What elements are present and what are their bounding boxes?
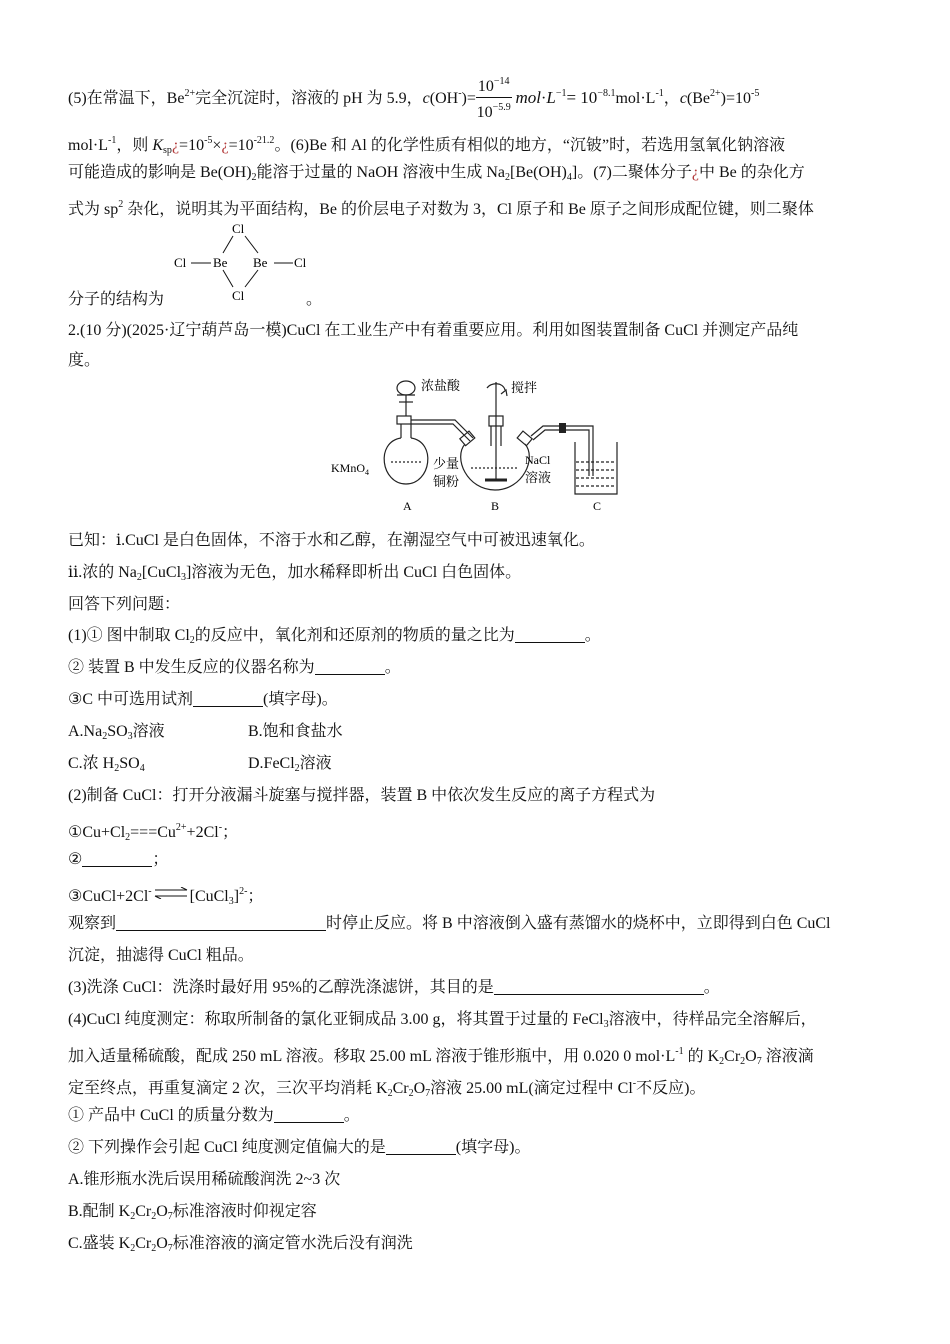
tube-a-b: [433, 420, 473, 438]
bond: [245, 270, 258, 287]
text: ]: [233, 888, 240, 905]
text: 。: [306, 291, 323, 308]
text: mol·L: [615, 90, 656, 108]
text: ⅱ.浓的 Na: [68, 564, 137, 581]
text: (4)CuCl 纯度测定：称取所制备的氯化亚铜成品 3.00 g，将其置于过量的 FeCl: [68, 1011, 604, 1028]
text: ③CuCl+2Cl: [68, 888, 149, 905]
text: O: [156, 1203, 168, 1220]
kmno4-sub: 4: [365, 468, 370, 477]
answer-blank[interactable]: [315, 658, 385, 675]
answer-blank[interactable]: [193, 690, 263, 707]
text: ②: [68, 851, 83, 868]
p2-observe-cont: 沉淀，抽滤得 CuCl 粗品。: [68, 947, 254, 964]
text: 溶液中，待样品完全溶解后，: [608, 1011, 817, 1028]
p4-line1: [68, 1009, 884, 1036]
known-ii: [68, 562, 884, 589]
label-nacl1: NaCl: [525, 453, 551, 467]
sub: 2: [740, 1056, 746, 1067]
label-a: A: [403, 499, 412, 513]
equilibrium-arrow-icon: [154, 887, 188, 899]
sub: 2: [408, 1088, 414, 1099]
text: (3)洗涤 CuCl：洗涤时最好用 95%的乙醇洗涤滤饼，其目的是: [68, 979, 494, 996]
sub: 3: [181, 572, 187, 583]
sup: 2: [118, 199, 124, 210]
sup: -: [218, 822, 223, 833]
apparatus-diagram: [325, 376, 625, 516]
bond: [223, 270, 233, 287]
text: [CuCl: [189, 888, 229, 905]
text: O: [156, 1235, 168, 1252]
text: ② 下列操作会引起 CuCl 纯度测定值偏大的是: [68, 1139, 386, 1156]
sub: 2: [251, 172, 257, 183]
cl-right: Cl: [294, 255, 307, 270]
num-sup: −14: [493, 76, 510, 87]
apparatus-a: [384, 381, 433, 484]
sup: -5: [751, 88, 760, 100]
p4-line2: [68, 1041, 884, 1073]
structure-caption: [68, 289, 884, 311]
cl-left: Cl: [174, 255, 187, 270]
q2-line2: 度。: [68, 352, 101, 369]
be-right: Be: [253, 255, 268, 270]
text: ② 装置 B 中发生反应的仪器名称为: [68, 659, 315, 676]
answer-blank[interactable]: [386, 1138, 456, 1155]
sub: 2: [151, 1243, 157, 1254]
text: mol·L: [68, 137, 108, 154]
text: 。: [584, 627, 601, 644]
cl-top: Cl: [232, 221, 245, 236]
sup: -1: [655, 88, 664, 100]
sup: -5: [204, 135, 213, 146]
p4-option-b[interactable]: [68, 1201, 884, 1228]
text: (1)① 图中制取 Cl: [68, 627, 190, 644]
sup: −1: [555, 88, 567, 100]
text: (OH: [429, 90, 459, 108]
sup: -1: [108, 135, 117, 146]
sup: 2-: [239, 886, 248, 897]
sub: 3: [603, 1019, 609, 1030]
text: )=10: [720, 90, 752, 108]
den-base: 10: [476, 104, 493, 121]
text: (填字母)。: [263, 691, 338, 708]
unit-mol: mol: [515, 88, 542, 108]
text: 不反应)。: [636, 1080, 706, 1097]
text: ①Cu+Cl: [68, 824, 126, 841]
text: A.Na: [68, 723, 103, 740]
text: 能溶于过量的 NaOH 溶液中生成 Na: [256, 164, 505, 181]
p4-q2: [68, 1137, 884, 1159]
p1-options-ab: [68, 721, 884, 748]
p2-eq1: [68, 817, 884, 849]
q5-line2: [68, 130, 884, 162]
answer-blank[interactable]: [116, 914, 326, 931]
sup: 2+: [710, 88, 721, 100]
sup: -: [458, 88, 462, 100]
sub: 2: [102, 731, 108, 742]
text: 完全沉淀时，溶液的 pH 为 5.9，: [195, 90, 423, 108]
text: Cr: [392, 1080, 409, 1097]
text: 观察到: [68, 915, 117, 932]
bond: [245, 236, 258, 253]
p1-q2: [68, 657, 884, 679]
answer-blank[interactable]: [494, 978, 704, 995]
label-cu2: 铜粉: [433, 474, 460, 489]
text: 溶液 25.00 mL(滴定过程中 Cl: [430, 1080, 633, 1097]
label-nacl2: 溶液: [525, 470, 552, 485]
text: 标准溶液时仰视定容: [172, 1203, 317, 1220]
q6-line: [68, 162, 884, 189]
sup: 2+: [184, 88, 196, 100]
sub: 2: [387, 1088, 393, 1099]
sub: 2: [719, 1056, 725, 1067]
sup: -: [148, 886, 152, 897]
fraction-numerator: [476, 72, 512, 98]
garbled-mark: ¿: [171, 137, 180, 154]
text: ① 产品中 CuCl 的质量分数为: [68, 1107, 274, 1124]
text: (填字母)。: [455, 1139, 531, 1156]
option-b[interactable]: B.饱和食盐水: [248, 723, 343, 740]
text: ，则: [116, 137, 153, 154]
option-d[interactable]: [248, 755, 332, 772]
text: 分子的结构为: [68, 291, 165, 308]
sub: 7: [756, 1056, 762, 1067]
text: 定至终点，再重复滴定 2 次，三次平均消耗 K: [68, 1080, 388, 1097]
bond: [223, 236, 233, 253]
text: 溶液滴: [761, 1048, 814, 1065]
garbled-mark: ¿: [691, 164, 699, 181]
var-c: c: [422, 90, 430, 108]
sub: 3: [127, 731, 133, 742]
answer-blank[interactable]: [274, 1106, 344, 1123]
num-base: 10: [477, 78, 494, 95]
text: 标准溶液的滴定管水洗后没有润洗: [172, 1235, 413, 1252]
p2-intro: (2)制备 CuCl：打开分液漏斗旋塞与搅拌器，装置 B 中依次发生反应的离子方程式为: [68, 787, 656, 804]
p4-option-a[interactable]: A.锥形瓶水洗后误用稀硫酸润洗 2~3 次: [68, 1171, 341, 1188]
text: =10: [228, 137, 254, 154]
text: B.配制 K: [68, 1203, 131, 1220]
text: 可能造成的影响是 Be(OH): [68, 164, 252, 181]
kmno4-base: KMnO: [331, 461, 366, 475]
cl-bottom: Cl: [232, 288, 245, 303]
p1-options-cd: [68, 753, 884, 780]
tube-clamp: [559, 423, 566, 433]
label-stir: 搅拌: [511, 380, 538, 395]
p2-eq3: [68, 881, 884, 913]
q7-line: [68, 194, 884, 221]
text: ；: [222, 824, 239, 841]
p4-line3: [68, 1073, 884, 1105]
p1-q1: [68, 625, 884, 652]
text: )=: [461, 90, 476, 108]
text: SO: [119, 755, 140, 772]
label-cu1: 少量: [433, 456, 460, 471]
text: ]。(7)二聚体分子: [571, 164, 692, 181]
text: O: [413, 1080, 426, 1097]
fraction-denominator: [476, 98, 512, 123]
text: 杂化，说明其为平面结构，Be 的价层电子对数为 3，Cl 原子和 Be 原子之间形成配位键，则二聚体: [123, 201, 814, 218]
text: O: [745, 1048, 757, 1065]
sub: 2: [130, 1243, 136, 1254]
text: 的 K: [683, 1048, 720, 1065]
p2-eq2: [68, 849, 884, 871]
sup: 2+: [175, 822, 187, 833]
apparatus-c: [575, 442, 617, 494]
text: 时停止反应。将 B 中溶液倒入盛有蒸馏水的烧杯中，立即得到白色 CuCl: [326, 915, 831, 932]
den-sup: −5.9: [492, 102, 511, 113]
sup: -21.2: [253, 135, 275, 146]
text: SO: [107, 723, 128, 740]
text: Cr: [135, 1203, 152, 1220]
text: 的反应中，氧化剂和还原剂的物质的量之比为: [194, 627, 515, 644]
sub: 2: [504, 172, 510, 183]
tube-a-b-inner: [433, 424, 470, 441]
text: 。(6)Be 和 Al 的化学性质有相似的地方，“沉铍”时，若选用氢氧化钠溶液: [274, 137, 786, 154]
text: ，: [663, 90, 680, 108]
label-kmno4: [331, 461, 369, 477]
text: +2Cl: [186, 824, 219, 841]
fraction: [476, 72, 512, 123]
text: 溶液: [299, 755, 332, 772]
sub: sp: [163, 145, 172, 156]
sub: 7: [167, 1211, 173, 1222]
sub: 2: [130, 1211, 136, 1222]
var-c: c: [679, 90, 687, 108]
p3-line: [68, 977, 884, 999]
p2-observe: [68, 913, 884, 935]
text: 中 Be 的杂化方: [698, 164, 805, 181]
text: = 10: [566, 88, 598, 108]
sup: -1: [675, 1046, 684, 1057]
text: 加入适量稀硫酸，配成 250 mL 溶液。移取 25.00 mL 溶液于锥形瓶中，用 0.020 0 mol·L: [68, 1048, 676, 1065]
sub: 4: [139, 763, 145, 774]
p4-option-c[interactable]: [68, 1233, 884, 1260]
option-a[interactable]: [68, 721, 248, 748]
text: 。: [343, 1107, 360, 1124]
known-i: 已知：ⅰ.CuCl 是白色固体，不溶于水和乙醇，在潮湿空气中可被迅速氧化。: [68, 532, 595, 549]
text: ===Cu: [130, 824, 176, 841]
p1-q3: [68, 689, 884, 711]
text: 溶液: [132, 723, 165, 740]
text: D.FeCl: [248, 755, 295, 772]
p4-q1: [68, 1105, 884, 1127]
text: (5)在常温下，Be: [68, 90, 185, 108]
sub: 7: [167, 1243, 173, 1254]
be-left: Be: [213, 255, 228, 270]
text: C.盛装 K: [68, 1235, 131, 1252]
sup: -: [632, 1078, 637, 1089]
garbled-mark: ¿: [221, 137, 229, 154]
text: ·: [541, 90, 547, 108]
sup: −8.1: [597, 88, 616, 100]
answer-prompt: 回答下列问题：: [68, 596, 181, 613]
text: 。: [703, 979, 720, 996]
sub: 2: [136, 572, 142, 583]
text: ；: [247, 888, 264, 905]
sub: 2: [125, 832, 131, 843]
answer-blank[interactable]: [515, 626, 585, 643]
sub: 7: [425, 1088, 431, 1099]
sub: 3: [228, 896, 234, 907]
text: ；: [152, 851, 169, 868]
label-hcl: 浓盐酸: [421, 378, 461, 393]
text: [Be(OH): [509, 164, 567, 181]
sub: 2: [151, 1211, 157, 1222]
text: 。: [384, 659, 401, 676]
text: 式为 sp: [68, 201, 119, 218]
ksp: K: [152, 137, 164, 154]
text: [CuCl: [141, 564, 182, 581]
sub: 4: [566, 172, 572, 183]
label-b: B: [491, 499, 500, 513]
text: ×: [212, 137, 222, 154]
text: Cr: [724, 1048, 741, 1065]
unit-L: L: [546, 88, 556, 108]
q5-line1: [68, 74, 884, 125]
q2-line1: 2.(10 分)(2025·辽宁葫芦岛一模)CuCl 在工业生产中有着重要应用。利用如图装置制备 CuCl 并测定产品纯: [68, 322, 799, 339]
sub: 2: [114, 763, 120, 774]
text: ③C 中可选用试剂: [68, 691, 194, 708]
label-c: C: [593, 499, 602, 513]
sub: 2: [294, 763, 300, 774]
text: =10: [179, 137, 205, 154]
answer-blank[interactable]: [82, 850, 152, 867]
text: Cr: [135, 1235, 152, 1252]
text: C.浓 H: [68, 755, 115, 772]
text: (Be: [686, 90, 711, 108]
sub: 2: [189, 635, 195, 646]
option-c[interactable]: [68, 753, 248, 780]
text: ]溶液为无色，加水稀释即析出 CuCl 白色固体。: [186, 564, 522, 581]
